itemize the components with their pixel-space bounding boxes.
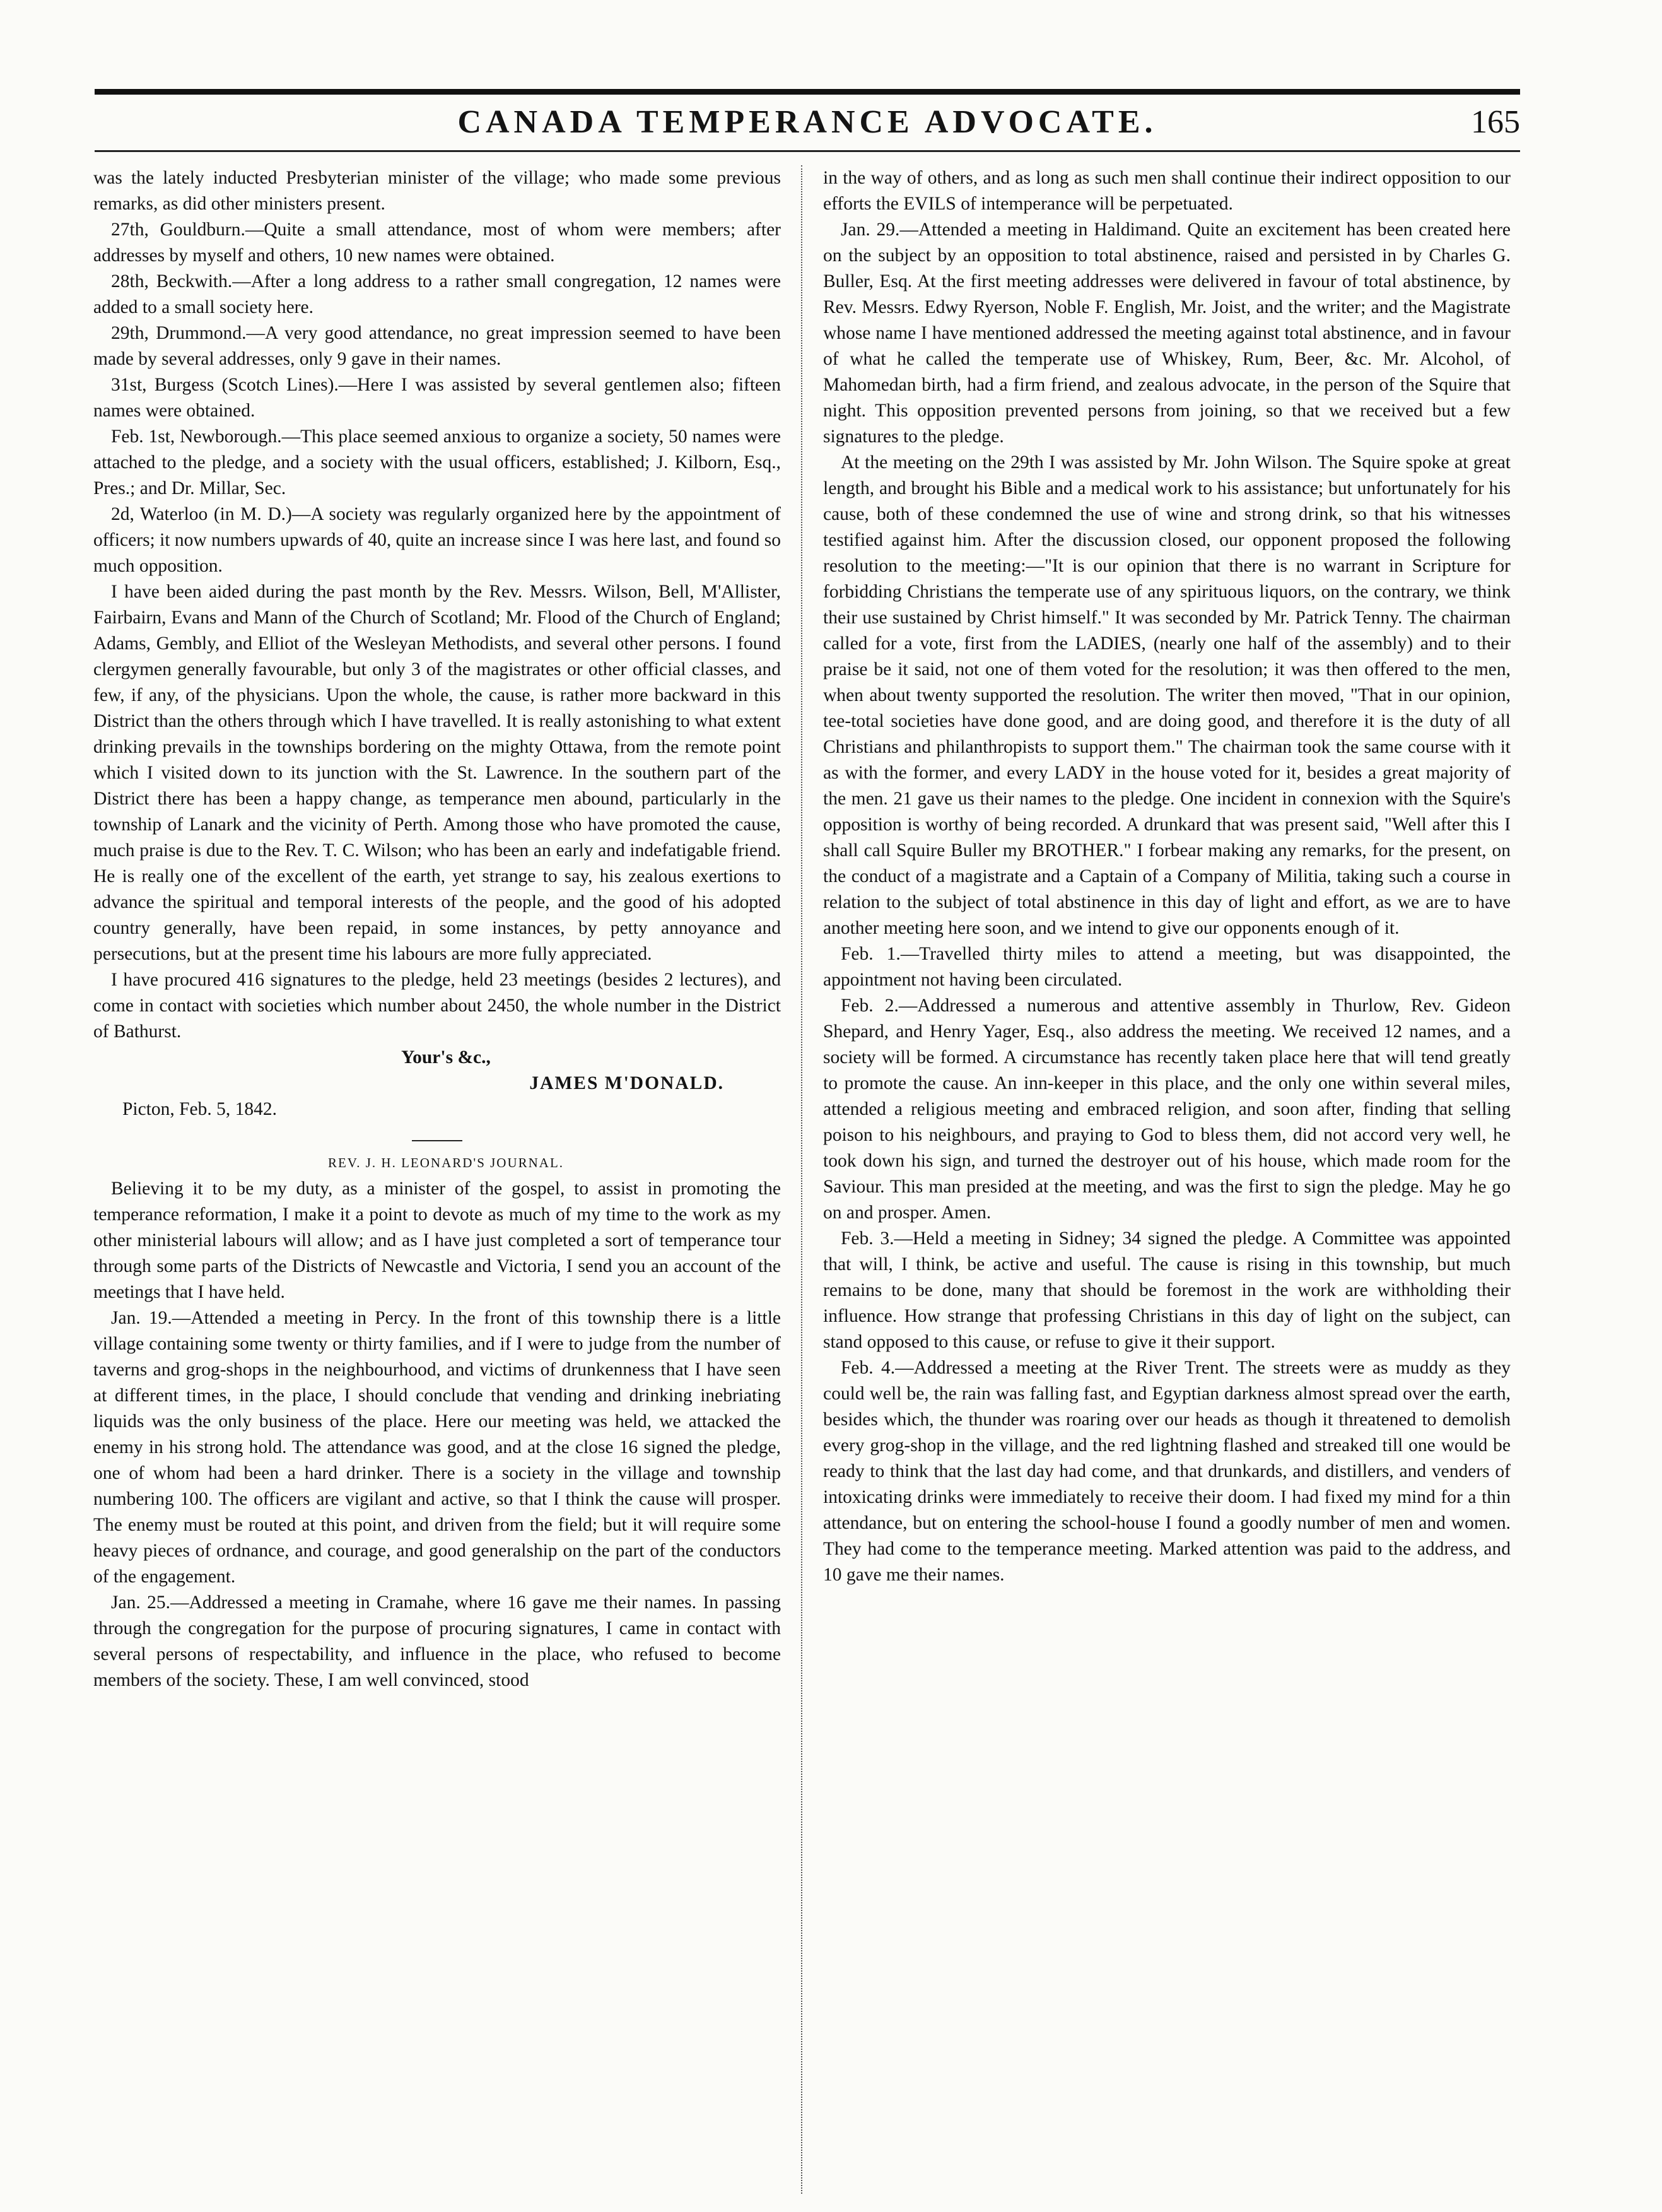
article-paragraph: was the lately inducted Presbyterian minister of the village; who made some previous remarks, as did other ministers present.: [93, 168, 781, 214]
section-heading: REV. J. H. LEONARD'S JOURNAL.: [327, 1155, 565, 1170]
article-paragraph: Feb. 2.—Addressed a numerous and attentive assembly in Thurlow, Rev. Gideon Shepard, and Henry Yager, Esq., also address the meeting. We received 12 names, and a society will be formed. A circumstance has recently taken place here that will tend greatly to promote the cause. An inn-keeper in this place, and the only one within several miles, attended a religious meeting and embraced religion, and soon after, finding that selling poison to his neighbours, and praying to God to bless them, did not accord very well, he took down his sign, and turned the destroyer out of his house, which made room for the Saviour. This man presided at the meeting, and was the first to sign the pledge. May he go on and prosper. Amen.: [823, 996, 1511, 1223]
article-paragraph: Feb. 4.—Addressed a meeting at the River Trent. The streets were as muddy as they could well be, the rain was falling fast, and Egyptian darkness almost spread over the earth, besides which, the thunder was roaring over our heads as though it threatened to demolish every grog-shop in the village, and the red lightning flashed and streaked till one would be ready to think that the last day had come, and that drunkards, and distillers, and venders of intoxicating drinks were immediately to receive their doom. I had fixed my mind for a thin attendance, but on entering the school-house I found a goodly number of men and women. They had come to the temperance meeting. Marked attention was paid to the address, and 10 gave me their names.: [823, 1358, 1511, 1585]
article-paragraph: in the way of others, and as long as such men shall continue their indirect opposition to our efforts the EVILS of intemperance will be perpetuated.: [823, 168, 1511, 214]
section-divider: [412, 1140, 462, 1141]
article-paragraph: 27th, Gouldburn.—Quite a small attendance, most of whom were members; after addresses by myself and others, 10 new names were obtained.: [93, 220, 781, 266]
article-paragraph: I have been aided during the past month by the Rev. Messrs. Wilson, Bell, M'Allister, Fairbairn, Evans and Mann of the Church of Scotland; Mr. Flood of the Church of England; Adams, Gembly, and Elliot of the Wesleyan Methodists, and several other persons. I found clergymen generally favourable, but only 3 of the magistrates or other official classes, and few, if any, of the physicians. Upon the whole, the cause, is rather more backward in this District than the others through which I have travelled. It is really astonishing to what extent drinking prevails in the townships bordering on the mighty Ottawa, from the remote point which I visited down to its junction with the St. Lawrence. In the southern part of the District there has been a happy change, as temperance men abound, particularly in the township of Lanark and the vicinity of Perth. Among those who have promoted the cause, much praise is due to the Rev. T. C. Wilson; who has been an early and indefatigable friend. He is really one of the excellent of the earth, yet strange to say, his zealous exertions to advance the spiritual and temporal interests of the people, and the good of his adopted country generally, have been repaid, in some instances, by petty annoyance and persecutions, but at the present time his labours are more fully appreciated.: [93, 582, 781, 964]
article-paragraph: Jan. 25.—Addressed a meeting in Cramahe, where 16 gave me their names. In passing through the congregation for the purpose of procuring signatures, I came in contact with several persons of respectability, and influence in the place, who refused to become members of the society. These, I am well convinced, stood: [93, 1592, 781, 1690]
article-paragraph: 31st, Burgess (Scotch Lines).—Here I was assisted by several gentlemen also; fifteen names were obtained.: [93, 375, 781, 421]
header-rule-thick: [95, 89, 1520, 95]
letter-place-date: Picton, Feb. 5, 1842.: [122, 1099, 278, 1119]
letter-signature: JAMES M'DONALD.: [529, 1073, 724, 1093]
article-paragraph: 28th, Beckwith.—After a long address to a rather small congregation, 12 names were added to a small society here.: [93, 271, 781, 317]
article-paragraph: I have procured 416 signatures to the pledge, held 23 meetings (besides 2 lectures), and come in contact with societies which number about 2450, the whole number in the District of Bathurst.: [93, 970, 781, 1042]
column-divider: [801, 165, 802, 2194]
article-paragraph: 2d, Waterloo (in M. D.)—A society was regularly organized here by the appointment of officers; it now numbers upwards of 40, quite an increase since I was here last, and found so much opposition.: [93, 504, 781, 576]
article-paragraph: At the meeting on the 29th I was assisted by Mr. John Wilson. The Squire spoke at great length, and brought his Bible and a medical work to his assistance; but unfortunately for his cause, both of these condemned the use of wine and strong drink, so that his witnesses testified against him. After the discussion closed, our opponent proposed the following resolution to the meeting:—"It is our opinion that there is no warrant in Scripture for forbidding Christians the temperate use of any spirituous liquors, on the contrary, we think their use sustained by Christ himself." It was seconded by Mr. Patrick Tenny. The chairman called for a vote, first from the LADIES, (nearly one half of the assembly) and to their praise be it said, not one of them voted for the resolution; it was then offered to the men, when about twenty supported the resolution. The writer then moved, "That in our opinion, tee-total societies have done good, and are doing good, and therefore it is the duty of all Christians and philanthropists to support them." The chairman took the same course with it as with the former, and every LADY in the house voted for it, besides a great majority of the men. 21 gave us their names to the pledge. One incident in connexion with the Squire's opposition is worthy of being recorded. A drunkard that was present said, "Well after this I shall call Squire Buller my BROTHER." I forbear making any remarks, for the present, on the conduct of a magistrate and a Captain of a Company of Militia, taking such a course in relation to the subject of total abstinence in this day of light and effort, as we are to have another meeting here soon, and we intend to give our opponents enough of it.: [823, 452, 1511, 938]
article-paragraph: Feb. 3.—Held a meeting in Sidney; 34 signed the pledge. A Committee was appointed that will, I think, be active and useful. The cause is rising in this township, but much remains to be done, many that should be foremost in the work are withholding their influence. How strange that professing Christians in this day of light on the subject, can stand opposed to this cause, or refuse to give it their support.: [823, 1228, 1511, 1352]
article-paragraph: Believing it to be my duty, as a minister of the gospel, to assist in promoting the temperance reformation, I make it a point to devote as much of my time to the work as my other ministerial labours will allow; and as I have just completed a sort of temperance tour through some parts of the Districts of Newcastle and Victoria, I send you an account of the meetings that I have held.: [93, 1179, 781, 1302]
right-column: [823, 165, 1511, 2194]
left-column: [93, 165, 781, 2194]
article-paragraph: Jan. 19.—Attended a meeting in Percy. In the front of this township there is a little village containing some twenty or thirty families, and if I were to judge from the number of taverns and grog-shops in the neighbourhood, and victims of drunkenness that I have seen at different times, in the place, I should conclude that vending and drinking inebriating liquids was the only business of the place. Here our meeting was held, we attacked the enemy in his strong hold. The attendance was good, and at the close 16 signed the pledge, one of whom had been a hard drinker. There is a society in the village and township numbering 100. The officers are vigilant and active, so that I think the cause will prosper. The enemy must be routed at this point, and driven from the field; but it will require some heavy pieces of ordnance, and courage, and good generalship on the part of the conductors of the engagement.: [93, 1308, 781, 1587]
article-paragraph: 29th, Drummond.—A very good attendance, no great impression seemed to have been made by several addresses, only 9 gave in their names.: [93, 323, 781, 369]
article-paragraph: Feb. 1st, Newborough.—This place seemed anxious to organize a society, 50 names were attached to the pledge, and a society with the usual officers, established; J. Kilborn, Esq., Pres.; and Dr. Millar, Sec.: [93, 427, 781, 498]
header-rule-thin: [95, 150, 1520, 152]
article-paragraph: Feb. 1.—Travelled thirty miles to attend a meeting, but was disappointed, the appointment not having been circulated.: [823, 944, 1511, 990]
page-title: CANADA TEMPERANCE ADVOCATE.: [457, 104, 1157, 140]
letter-signoff: Your's &c.,: [401, 1047, 491, 1068]
page-number: 165: [1471, 104, 1520, 140]
article-paragraph: Jan. 29.—Attended a meeting in Haldimand. Quite an excitement has been created here on the subject by an opposition to total abstinence, raised and persisted in by Charles G. Buller, Esq. At the first meeting addresses were delivered in favour of total abstinence, by Rev. Messrs. Edwy Ryerson, Noble F. English, Mr. Joist, and the writer; and the Magistrate whose name I have mentioned addressed the meeting against total abstinence, and in favour of what he called the temperate use of Whiskey, Rum, Beer, &c. Mr. Alcohol, of Mahomedan birth, had a firm friend, and zealous advocate, in the person of the Squire that night. This opposition prevented persons from joining, so that we received but a few signatures to the pledge.: [823, 220, 1511, 447]
